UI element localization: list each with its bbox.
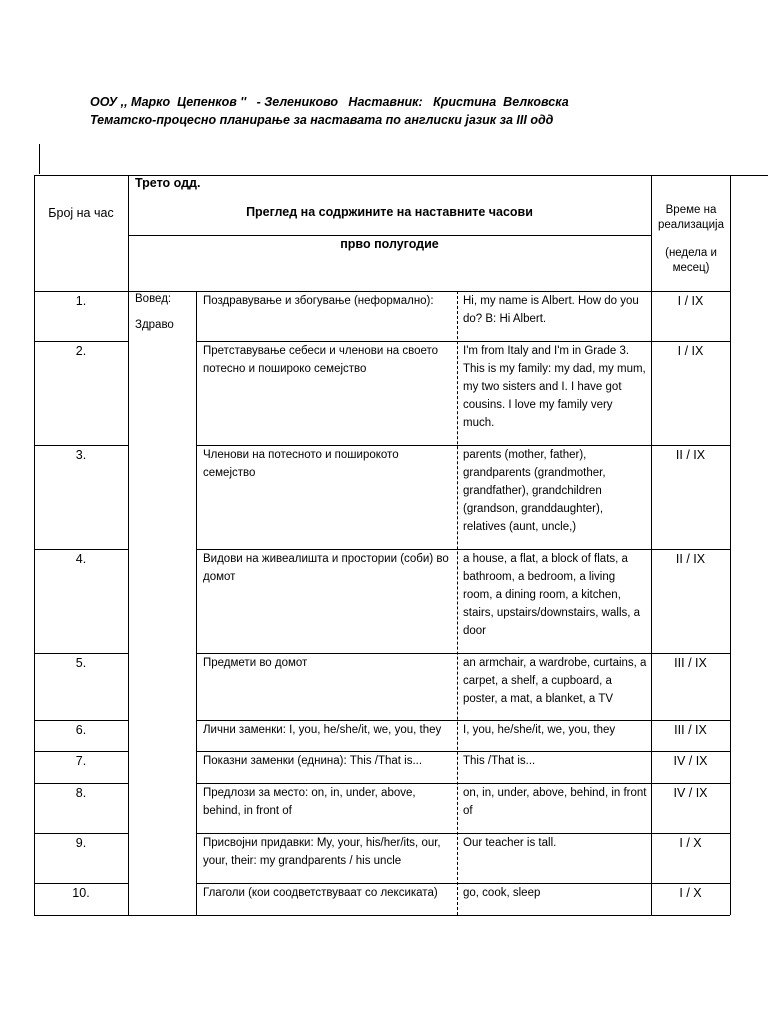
- row-time: II / IX: [675, 448, 706, 462]
- row-time: I / IX: [677, 294, 704, 308]
- header-line-1: ООУ ,, Марко Цепенков '' - Зелениково Наставник: Кристина Велковска: [90, 95, 569, 109]
- header-line-2: Тематско-процесно планирање за наставата по англиски јазик за III одд: [90, 113, 554, 127]
- row-number: 7.: [75, 754, 87, 768]
- row-line: [34, 915, 730, 916]
- row-content: I'm from Italy and I'm in Grade 3. This is my family: my dad, my mum, my two sisters and I. I have got cousins. I love my family very much.: [463, 345, 646, 429]
- row-content: on, in, under, above, behind, in front of: [463, 787, 647, 817]
- row-content: parents (mother, father), grandparents (grandmother, grandfather), grandchildren (grandson, granddaughter), relatives (aunt, uncle,): [463, 449, 606, 533]
- row-content: This /That is...: [463, 755, 536, 767]
- row-time: IV / IX: [673, 786, 708, 800]
- row-number: 1.: [75, 294, 87, 308]
- col-divider-3: [457, 291, 458, 915]
- row-topic: Показни заменки (еднина): This /That is...: [203, 755, 423, 767]
- table-right-border: [730, 175, 731, 915]
- row-topic: Лични заменки: I, you, he/she/it, we, you, they: [203, 724, 442, 736]
- table-top-border-ext: [730, 175, 768, 176]
- row-number: 8.: [75, 786, 87, 800]
- row-topic: Членови на потесното и поширокото семејство: [203, 449, 399, 479]
- theme-subtitle: Здраво: [135, 319, 174, 331]
- overview-header: Преглед на содржините на наставните часови: [246, 205, 533, 219]
- row-topic: Присвојни придавки: My, your, his/her/its, our, your, their: my grandparents / his uncle: [203, 837, 441, 867]
- row-content: a house, a flat, a block of flats, a bathroom, a bedroom, a living room, a dining room, a kitchen, stairs, upstairs/downstairs, walls, a door: [463, 553, 641, 637]
- row-topic: Видови на живеалишта и простории (соби) во домот: [203, 553, 449, 583]
- row-number: 3.: [75, 448, 87, 462]
- row-time: I / X: [679, 886, 702, 900]
- row-content: go, cook, sleep: [463, 887, 541, 899]
- row-content: Our teacher is tall.: [463, 837, 557, 849]
- table-top-border: [34, 175, 731, 176]
- row-topic: Предлози за место: on, in, under, above, behind, in front of: [203, 787, 416, 817]
- row-time: IV / IX: [673, 754, 708, 768]
- row-time: I / IX: [677, 344, 704, 358]
- row-number: 4.: [75, 552, 87, 566]
- row-number: 5.: [75, 656, 87, 670]
- row-time: III / IX: [674, 723, 707, 737]
- row-topic: Поздравување и збогување (неформално):: [203, 295, 434, 307]
- row-content: Hi, my name is Albert. How do you do? B: Hi Albert.: [463, 295, 639, 325]
- row-number: 9.: [75, 836, 87, 850]
- col-time-subheader: (недела и месец): [665, 247, 717, 274]
- semester-label: прво полугодие: [340, 237, 439, 251]
- row-time: III / IX: [674, 656, 707, 670]
- semester-divider: [128, 235, 651, 236]
- margin-mark: [39, 144, 40, 174]
- row-topic: Глаголи (кои соодветствуваат со лексиката): [203, 887, 438, 899]
- row-topic: Претставување себеси и членови на своето потесно и пошироко семејство: [203, 345, 439, 375]
- row-number: 10.: [72, 886, 90, 900]
- row-time: I / X: [679, 836, 702, 850]
- grade-label: Трето одд.: [135, 176, 201, 190]
- col-time-header: Време на реализација: [658, 204, 724, 231]
- theme-title: Вовед:: [135, 293, 172, 305]
- row-number: 2.: [75, 344, 87, 358]
- col-divider-2: [196, 291, 197, 915]
- row-content: an armchair, a wardrobe, curtains, a carpet, a shelf, a cupboard, a poster, a mat, a blanket, a TV: [463, 657, 647, 705]
- row-number: 6.: [75, 723, 87, 737]
- row-content: I, you, he/she/it, we, you, they: [463, 724, 616, 736]
- table-left-border: [34, 175, 35, 915]
- col-number-header: Број на час: [48, 206, 114, 220]
- row-time: II / IX: [675, 552, 706, 566]
- row-topic: Предмети во домот: [203, 657, 308, 669]
- col-divider-4: [651, 175, 652, 915]
- col-divider-1: [128, 175, 129, 915]
